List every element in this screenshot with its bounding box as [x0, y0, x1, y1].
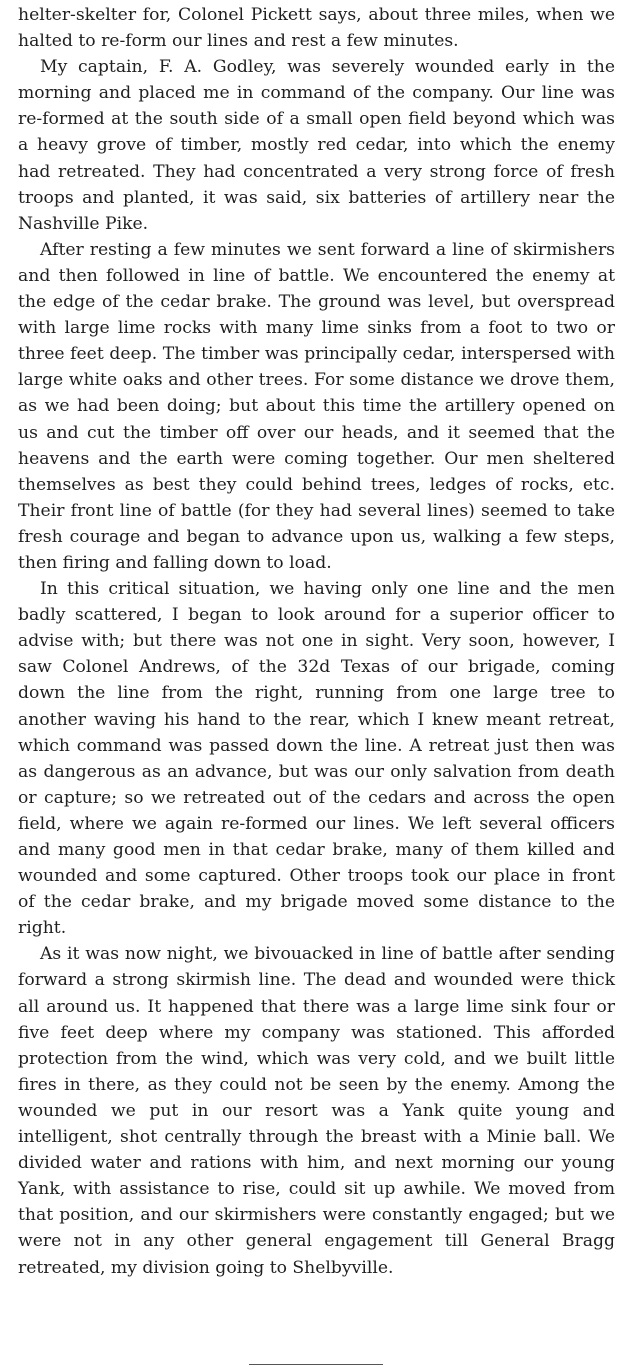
section-divider-rule: [249, 1364, 383, 1365]
paragraph-2: My captain, F. A. Godley, was severely wounded early in the morning and placed me in command of the company. Our line was re-formed at the south side of a small open field beyond which was a heavy grove of timber, mostly red cedar, into which the enemy had retreated. They had concentrated a very strong force of fresh troops and planted, it was said, six batteries of artillery near the Nashville Pike.: [18, 57, 615, 234]
paragraph-1: helter-skelter for, Colonel Pickett says, about three miles, when we halted to re-form our lines and rest a few minutes.: [18, 5, 615, 52]
document-body: [18, 2, 615, 1281]
paragraph-3: After resting a few minutes we sent forward a line of skirmishers and then followed in line of battle. We encountered the enemy at the edge of the cedar brake. The ground was level, but overspread with large lime rocks with many lime sinks from a foot to two or three feet deep. The timber was principally cedar, interspersed with large white oaks and other trees. For some distance we drove them, as we had been doing; but about this time the artillery opened on us and cut the timber off over our heads, and it seemed that the heavens and the earth were coming together. Our men sheltered themselves as best they could behind trees, ledges of rocks, etc. Their front line of battle (for they had several lines) seemed to take fresh courage and began to advance upon us, walking a few steps, then firing and falling down to load.: [18, 239, 615, 573]
paragraph-5: As it was now night, we bivouacked in line of battle after sending forward a strong skirmish line. The dead and wounded were thick all around us. It happened that there was a large lime sink four or five feet deep where my company was stationed. This afforded protection from the wind, which was very cold, and we built little fires in there, as they could not be seen by the enemy. Among the wounded we put in our resort was a Yank quite young and intelligent, shot centrally through the breast with a Minie ball. We divided water and rations with him, and next morning our young Yank, with assistance to rise, could sit up awhile. We moved from that position, and our skirmishers were constantly engaged; but we were not in any other general engagement till General Bragg retreated, my division going to Shelbyville.: [18, 944, 615, 1278]
paragraph-4: In this critical situation, we having only one line and the men badly scattered, I began to look around for a superior officer to advise with; but there was not one in sight. Very soon, however, I saw Colonel Andrews, of the 32d Texas of our brigade, coming down the line from the right, running from one large tree to another waving his hand to the rear, which I knew meant retreat, which command was passed down the line. A retreat just then was as dangerous as an advance, but was our only salvation from death or capture; so we retreated out of the cedars and across the open field, where we again re-formed our lines. We left several officers and many good men in that cedar brake, many of them killed and wounded and some captured. Other troops took our place in front of the cedar brake, and my brigade moved some distance to the right.: [18, 579, 615, 939]
